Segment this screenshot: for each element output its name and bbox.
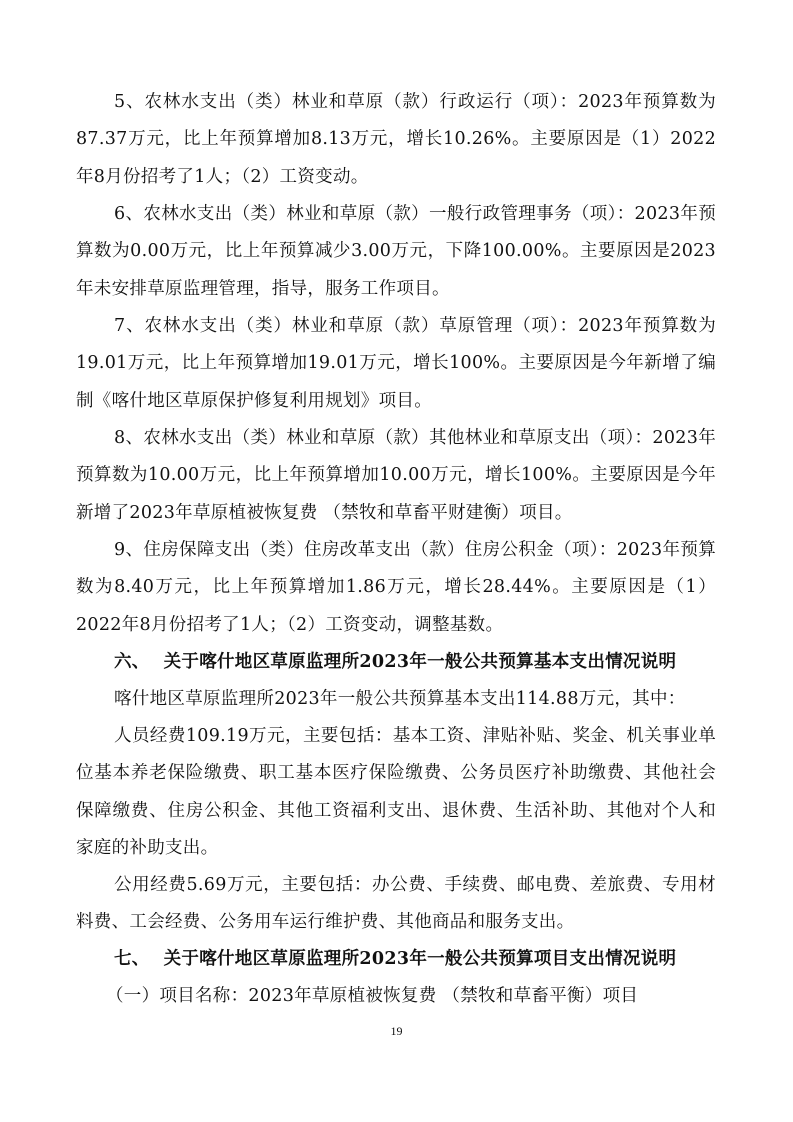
budget-item-5: 5、农林水支出（类）林业和草原（款）行政运行（项）：2023年预算数为87.37万元，比上年预算增加8.13万元，增长10.26%。主要原因是（1）2022年8月份招考了1人；（2）工资变动。 xyxy=(76,92,716,187)
section-six-heading xyxy=(76,644,736,681)
budget-item-6: 6、农林水支出（类）林业和草原（款）一般行政管理事务（项）：2023年预算数为0.00万元，比上年预算减少3.00万元，下降100.00%。主要原因是2023年未安排草原监理管理，指导，服务工作项目。 xyxy=(76,204,716,299)
section-six-intro: 喀什地区草原监理所2023年一般公共预算基本支出114.88万元，其中： xyxy=(114,689,686,709)
project-one-name: （一）项目名称：2023年草原植被恢复费 （禁牧和草畜平衡）项目 xyxy=(106,986,639,1006)
budget-item-8: 8、农林水支出（类）林业和草原（款）其他林业和草原支出（项）：2023年预算数为10.00万元，比上年预算增加10.00万元，增长100%。主要原因是今年新增了2023年草原植被恢复费 （禁牧和草畜平财建衡）项目。 xyxy=(76,428,716,523)
section-seven-heading xyxy=(76,941,736,978)
public-expenses-paragraph: 公用经费5.69万元，主要包括：办公费、手续费、邮电费、差旅费、专用材料费、工会经费、公务用车运行维护费、其他商品和服务支出。 xyxy=(76,875,716,933)
section-six-title: 关于喀什地区草原监理所2023年一般公共预算基本支出情况说明 xyxy=(163,652,677,672)
section-seven-title: 关于喀什地区草原监理所2023年一般公共预算项目支出情况说明 xyxy=(163,949,677,969)
section-seven-number: 七、 xyxy=(114,949,150,969)
budget-item-7: 7、农林水支出（类）林业和草原（款）草原管理（项）：2023年预算数为19.01万元，比上年预算增加19.01万元，增长100%。主要原因是今年新增了编制《喀什地区草原保护修复利用规划》项目。 xyxy=(76,316,716,411)
page-number: 19 xyxy=(390,1024,403,1038)
section-six-number: 六、 xyxy=(114,652,150,672)
budget-item-9: 9、住房保障支出（类）住房改革支出（款）住房公积金（项）：2023年预算数为8.40万元，比上年预算增加1.86万元，增长28.44%。主要原因是（1）2022年8月份招考了1人；（2）工资变动，调整基数。 xyxy=(76,540,716,635)
personnel-expenses-paragraph: 人员经费109.19万元，主要包括：基本工资、津贴补贴、奖金、机关事业单位基本养老保险缴费、职工基本医疗保险缴费、公务员医疗补助缴费、其他社会保障缴费、住房公积金、其他工资福利支出、退休费、生活补助、其他对个人和家庭的补助支出。 xyxy=(76,726,716,858)
